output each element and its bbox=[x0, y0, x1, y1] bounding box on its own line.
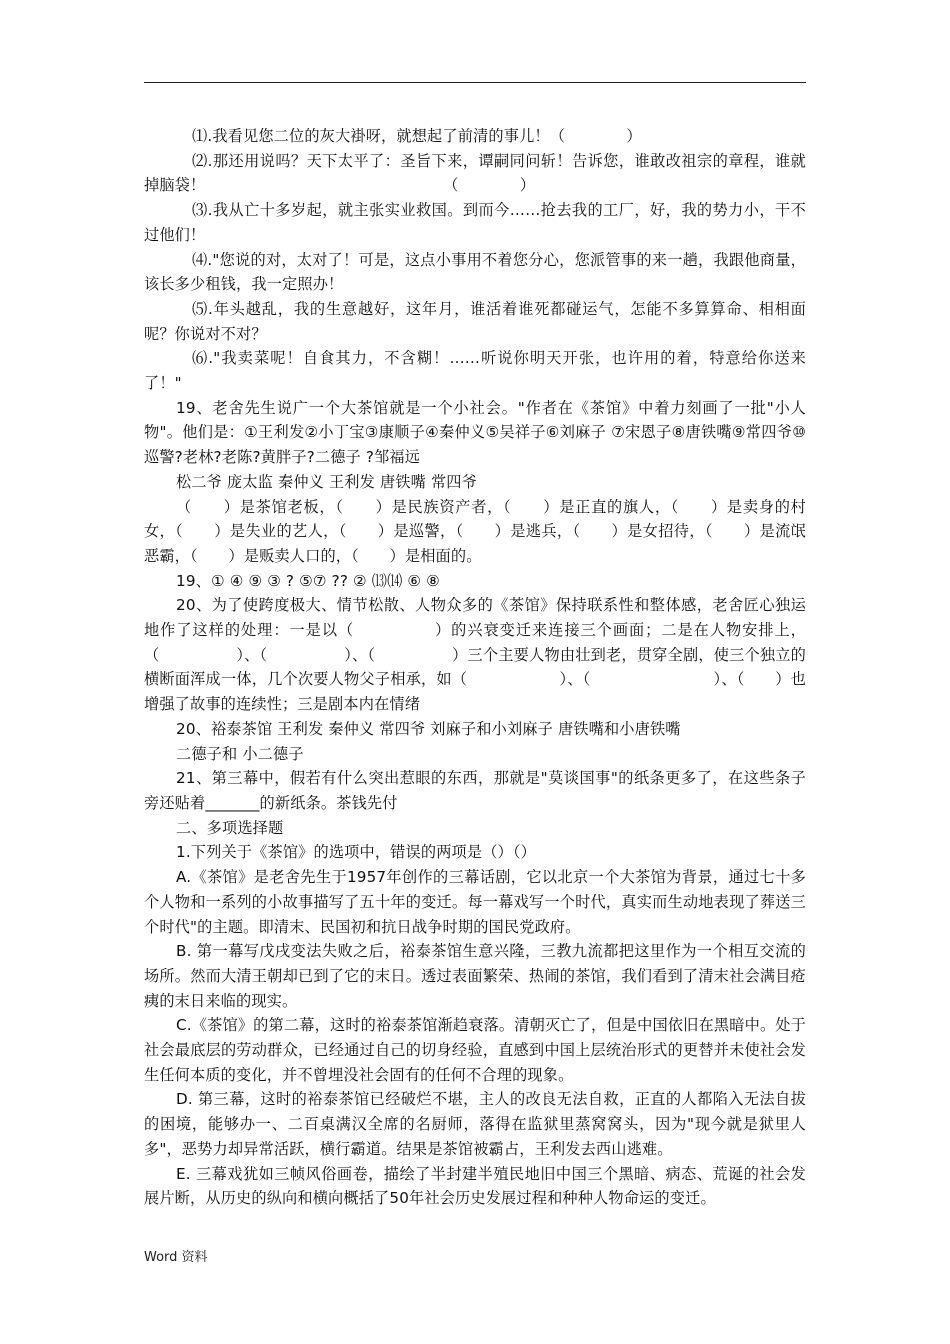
mc-question-1: 1.下列关于《茶馆》的选项中，错误的两项是（）（） bbox=[176, 843, 536, 862]
quote-6: ⑹."我卖菜呢！自食其力，不含糊！……听说你明天开张，也许用的着，特意给你送来了！" bbox=[144, 349, 806, 393]
question-20: 20、为了使跨度极大、情节松散、人物众多的《茶馆》保持联系性和整体感，老舍匠心独运地作了这样的处理：一是以（ ）的兴衰变迁来连接三个画面；二是在人物安排上，（ ）、（ ）、（ ）三个主要人物由壮到老，贯穿全剧，使三个独立的横断面浑成一体，几个次要人物父子相承，如（ ）、（ ）、（ ）也增强了故事的连续性；三是剧本内在情绪 bbox=[144, 596, 806, 714]
answer-19: 19、① ④ ⑨ ③ ? ⑤⑦ ?? ② ⒀⒁ ⑥ ⑧ bbox=[176, 571, 440, 590]
quote-4: ⑷."您说的对，太对了！可是，这点小事用不着您分心，您派管事的来一趟，我跟他商量，该长多少租钱，我一定照办！ bbox=[144, 250, 806, 294]
question-19-blanks: （ ）是茶馆老板，（ ）是民族资产者，（ ）是正直的旗人，（ ）是卖身的村女，（ ）是失业的艺人，（ ）是巡警，（ ）是逃兵，（ ）是女招待，（ ）是流氓恶霸，（ ）是贩卖人口的，（ ）是相面的。 bbox=[144, 497, 806, 565]
option-c: C.《茶馆》的第二幕，这时的裕泰茶馆渐趋衰落。清朝灭亡了，但是中国依旧在黑暗中。处于社会最底层的劳动群众，已经通过自己的切身经验，直感到中国上层统治形式的更替并未使社会发生任何本质的变化，并不曾埋没社会固有的任何不合理的现象。 bbox=[144, 1016, 806, 1084]
quote-3: ⑶.我从亡十多岁起，就主张实业救国。到而今……抢去我的工厂，好，我的势力小，干不过他们！ bbox=[144, 201, 806, 244]
option-d: D. 第三幕，这时的裕泰茶馆已经破烂不堪，主人的改良无法自救，正直的人都陷入无法自拔的困境，能够办一、二百桌满汉全席的名厨师，落得在监狱里蒸窝窝头，因为"现今就是狱里人多"，恶势力却异常活跃，横行霸道。结果是茶馆被霸占，王利发去西山逃难。 bbox=[144, 1090, 806, 1158]
option-e: E. 三幕戏犹如三帧风俗画卷，描绘了半封建半殖民地旧中国三个黑暗、病态、荒诞的社会发展片断，从历史的纵向和横向概括了50年社会历史发展过程和种种人物命运的变迁。 bbox=[144, 1164, 806, 1208]
quote-1: ⑴.我看见您二位的灰大褂呀，就想起了前清的事儿！（ ） bbox=[192, 127, 642, 145]
quote-2: ⑵.那还用说吗？天下太平了：圣旨下来，谭嗣同问斩！告诉您，谁敢改祖宗的章程，谁就掉脑袋！ （ ） bbox=[144, 151, 806, 195]
option-b: B. 第一幕写戊戌变法失败之后，裕泰茶馆生意兴隆，三教九流都把这里作为一个相互交流的场所。然而大清王朝却已到了它的末日。透过表面繁荣、热闹的茶馆，我们看到了清末社会满目疮痍的末日来临的现实。 bbox=[144, 942, 806, 1010]
document-body bbox=[144, 124, 806, 1211]
answer-20-cont: 二德子和 小二德子 bbox=[176, 744, 304, 763]
answer-20: 20、裕泰茶馆 王利发 秦仲义 常四爷 刘麻子和小刘麻子 唐铁嘴和小唐铁嘴 bbox=[176, 719, 681, 738]
page-footer: Word 资料 bbox=[144, 1250, 208, 1265]
section-heading: 二、多项选择题 bbox=[176, 818, 284, 837]
option-a: A.《茶馆》是老舍先生于1957年创作的三幕话剧，它以北京一个大茶馆为背景，通过七十多个人物和一系列的小故事描写了五十年的变迁。每一幕戏写一个时代，真实而生动地表现了葬送三个时代"的主题。即清末、民国初和抗日战争时期的国民党政府。 bbox=[144, 868, 806, 936]
quote-5: ⑸.年头越乱，我的生意越好，这年月，谁活着谁死都碰运气，怎能不多算算命、相相面呢？你说对不对？ bbox=[144, 299, 806, 343]
question-19: 19、老舍先生说广一个大茶馆就是一个小社会。"作者在《茶馆》中着力刻画了一批"小人物"。他们是：①王利发②小丁宝③康顺子④秦仲义⑤吴祥子⑥刘麻子 ⑦宋恩子⑧唐铁嘴⑨常四爷⑩巡警?老林?老陈?黄胖子?二德子 ?邹福远 bbox=[144, 398, 806, 467]
name-list: 松二爷 庞太监 秦仲义 王利发 唐铁嘴 常四爷 bbox=[176, 472, 477, 491]
header-rule bbox=[144, 82, 806, 83]
question-21: 21、第三幕中，假若有什么突出惹眼的东西，那就是"莫谈国事"的纸条更多了，在这些条子旁还贴着_______的新纸条。茶钱先付 bbox=[144, 769, 806, 812]
